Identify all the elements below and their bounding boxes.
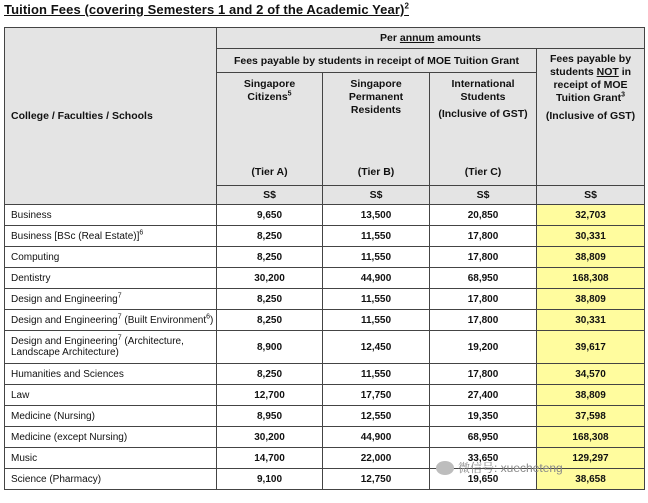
table-row [5, 247, 645, 268]
fee-tier-b: 44,900 [323, 427, 430, 448]
currency-label: S$ [537, 186, 645, 205]
table-row [5, 364, 645, 385]
table-row [5, 310, 645, 331]
table-row [5, 427, 645, 448]
fee-tier-b: 12,750 [323, 469, 430, 490]
fee-tier-a: 30,200 [217, 427, 323, 448]
fee-tier-c: 17,800 [430, 364, 537, 385]
fee-tier-b: 44,900 [323, 268, 430, 289]
table-row [5, 226, 645, 247]
no-grant-header: Fees payable by students NOT in receipt of MOE Tuition Grant$^3$ (Inclusive of GST) [537, 49, 645, 186]
faculty-name: Computing [5, 247, 217, 268]
fee-tier-a: 8,250 [217, 364, 323, 385]
faculty-name: Music [5, 448, 217, 469]
fee-tier-c: 33,650 [430, 448, 537, 469]
fee-no-grant: 32,703 [537, 205, 645, 226]
fee-tier-c: 17,800 [430, 289, 537, 310]
per-annum-header: Per annum amounts [217, 28, 645, 49]
fee-tier-c: 17,800 [430, 226, 537, 247]
fee-tier-a: 9,650 [217, 205, 323, 226]
fee-tier-c: 27,400 [430, 385, 537, 406]
fee-no-grant: 38,809 [537, 289, 645, 310]
fee-tier-c: 17,800 [430, 310, 537, 331]
faculty-name: Business [5, 205, 217, 226]
faculty-name: Business [BSc (Real Estate)]$^6$ [5, 226, 217, 247]
fee-no-grant: 30,331 [537, 226, 645, 247]
fee-tier-b: 22,000 [323, 448, 430, 469]
fee-tier-c: 19,650 [430, 469, 537, 490]
fee-no-grant: 168,308 [537, 427, 645, 448]
wechat-icon [436, 461, 454, 475]
table-row [5, 289, 645, 310]
table-row [5, 385, 645, 406]
table-row [5, 268, 645, 289]
fee-tier-b: 11,550 [323, 247, 430, 268]
faculty-name: Design and Engineering$^7$ (Architecture, Landscape Architecture) [5, 331, 217, 364]
fee-tier-b: 12,450 [323, 331, 430, 364]
fee-tier-a: 8,250 [217, 289, 323, 310]
fee-tier-a: 30,200 [217, 268, 323, 289]
tier-a-header: Singapore Citizens$^5$ (Tier A) [217, 73, 323, 186]
faculty-name: Law [5, 385, 217, 406]
fee-tier-a: 12,700 [217, 385, 323, 406]
currency-label: S$ [323, 186, 430, 205]
fee-tier-a: 9,100 [217, 469, 323, 490]
tuition-fees-table [4, 27, 645, 490]
faculty-name: Design and Engineering$^7$ [5, 289, 217, 310]
fee-no-grant: 30,331 [537, 310, 645, 331]
fee-tier-a: 8,950 [217, 406, 323, 427]
faculty-name: Humanities and Sciences [5, 364, 217, 385]
faculty-name: Design and Engineering$^7$ (Built Environment$^6$) [5, 310, 217, 331]
tier-c-header: International Students (Inclusive of GST) (Tier C) [430, 73, 537, 186]
fee-tier-a: 8,250 [217, 247, 323, 268]
fee-no-grant: 34,570 [537, 364, 645, 385]
fee-no-grant: 168,308 [537, 268, 645, 289]
fee-no-grant: 38,809 [537, 247, 645, 268]
fee-tier-c: 68,950 [430, 268, 537, 289]
fee-tier-a: 8,900 [217, 331, 323, 364]
moe-grant-header: Fees payable by students in receipt of MOE Tuition Grant [217, 49, 537, 73]
fee-no-grant: 129,297 [537, 448, 645, 469]
fee-tier-a: 14,700 [217, 448, 323, 469]
fee-tier-c: 68,950 [430, 427, 537, 448]
fee-tier-b: 11,550 [323, 289, 430, 310]
fee-tier-c: 17,800 [430, 247, 537, 268]
fee-no-grant: 38,809 [537, 385, 645, 406]
faculty-name: Science (Pharmacy) [5, 469, 217, 490]
fee-tier-c: 19,350 [430, 406, 537, 427]
currency-label: S$ [430, 186, 537, 205]
fee-no-grant: 39,617 [537, 331, 645, 364]
fee-tier-c: 20,850 [430, 205, 537, 226]
currency-label: S$ [217, 186, 323, 205]
college-column-header: College / Faculties / Schools [5, 28, 217, 205]
fee-tier-c: 19,200 [430, 331, 537, 364]
watermark: 微信号: xuecheteng [436, 459, 563, 476]
table-row [5, 406, 645, 427]
fee-no-grant: 37,598 [537, 406, 645, 427]
faculty-name: Medicine (Nursing) [5, 406, 217, 427]
table-row [5, 331, 645, 364]
table-row [5, 205, 645, 226]
fee-tier-b: 11,550 [323, 226, 430, 247]
fee-tier-b: 11,550 [323, 364, 430, 385]
fee-tier-b: 12,550 [323, 406, 430, 427]
fee-tier-b: 11,550 [323, 310, 430, 331]
fee-tier-b: 13,500 [323, 205, 430, 226]
tier-b-header: Singapore Permanent Residents (Tier B) [323, 73, 430, 186]
fee-tier-a: 8,250 [217, 226, 323, 247]
faculty-name: Medicine (except Nursing) [5, 427, 217, 448]
fee-tier-a: 8,250 [217, 310, 323, 331]
faculty-name: Dentistry [5, 268, 217, 289]
fee-no-grant: 38,658 [537, 469, 645, 490]
fee-tier-b: 17,750 [323, 385, 430, 406]
page-title: Tuition Fees (covering Semesters 1 and 2 of the Academic Year)$^2$ [4, 1, 409, 17]
